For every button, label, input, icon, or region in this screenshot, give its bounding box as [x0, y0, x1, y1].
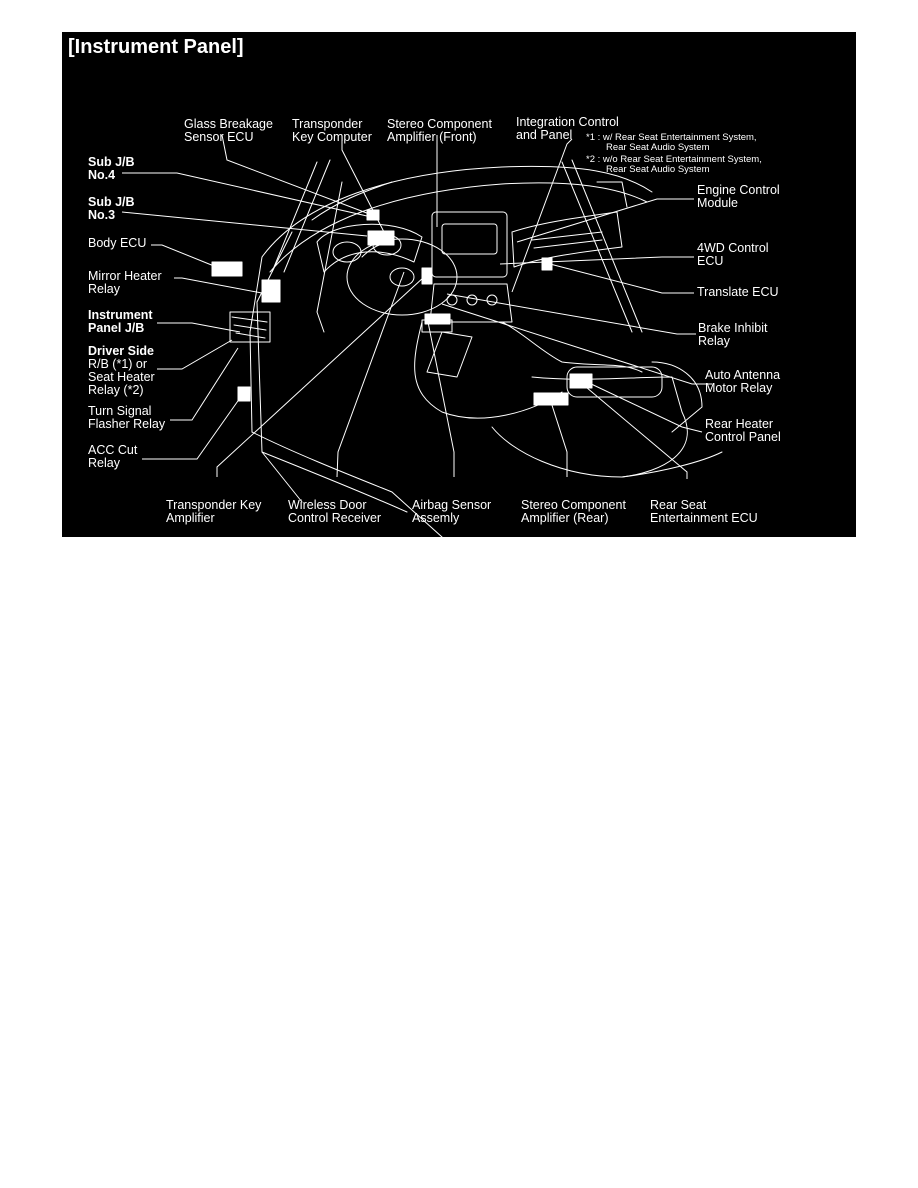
label-instrument-panel-jb: Instrument Panel J/B	[88, 308, 153, 335]
label-rear-heater-control-panel: Rear Heater Control Panel	[705, 417, 781, 444]
label-integration-control-and-panel: Integration Control and Panel	[516, 115, 619, 142]
page-title: [Instrument Panel]	[68, 36, 244, 58]
label-driver-side-rb: Driver Side R/B (*1) or Seat Heater Relay (*2)	[88, 344, 155, 397]
label-rear-seat-entertainment-ecu: Rear Seat Entertainment ECU	[650, 498, 758, 525]
label-turn-signal-flasher-relay: Turn Signal Flasher Relay	[88, 404, 166, 431]
label-sub-jb-no3: Sub J/B No.3	[88, 195, 135, 222]
label-translate-ecu: Translate ECU	[697, 285, 779, 299]
label-acc-cut-relay: ACC Cut Relay	[88, 443, 138, 470]
label-brake-inhibit-relay: Brake Inhibit Relay	[698, 321, 768, 348]
label-4wd-control-ecu: 4WD Control ECU	[697, 241, 769, 268]
label-mirror-heater-relay: Mirror Heater Relay	[88, 269, 162, 296]
label-wireless-door-control-receiver: Wireless Door Control Receiver	[288, 498, 382, 525]
instrument-panel-diagram	[62, 32, 856, 537]
label-stereo-component-amplifier-rear: Stereo Component Amplifier (Rear)	[521, 498, 626, 525]
label-transponder-key-amplifier: Transponder Key Amplifier	[166, 498, 262, 525]
label-sub-jb-no4: Sub J/B No.4	[88, 155, 135, 182]
label-auto-antenna-motor-relay: Auto Antenna Motor Relay	[705, 368, 781, 395]
footnote-1: *1 : w/ Rear Seat Entertainment System, Rear Seat Audio System	[586, 132, 757, 153]
label-engine-control-module: Engine Control Module	[697, 183, 780, 210]
label-transponder-key-computer: Transponder Key Computer	[292, 117, 372, 144]
label-stereo-component-amplifier-front: Stereo Component Amplifier (Front)	[387, 117, 492, 144]
label-glass-breakage-sensor-ecu: Glass Breakage Sensor ECU	[184, 117, 273, 144]
label-body-ecu: Body ECU	[88, 236, 147, 250]
label-airbag-sensor-assembly: Airbag Sensor Assemly	[412, 498, 492, 525]
footnote-2: *2 : w/o Rear Seat Entertainment System, Rear Seat Audio System	[586, 154, 762, 175]
